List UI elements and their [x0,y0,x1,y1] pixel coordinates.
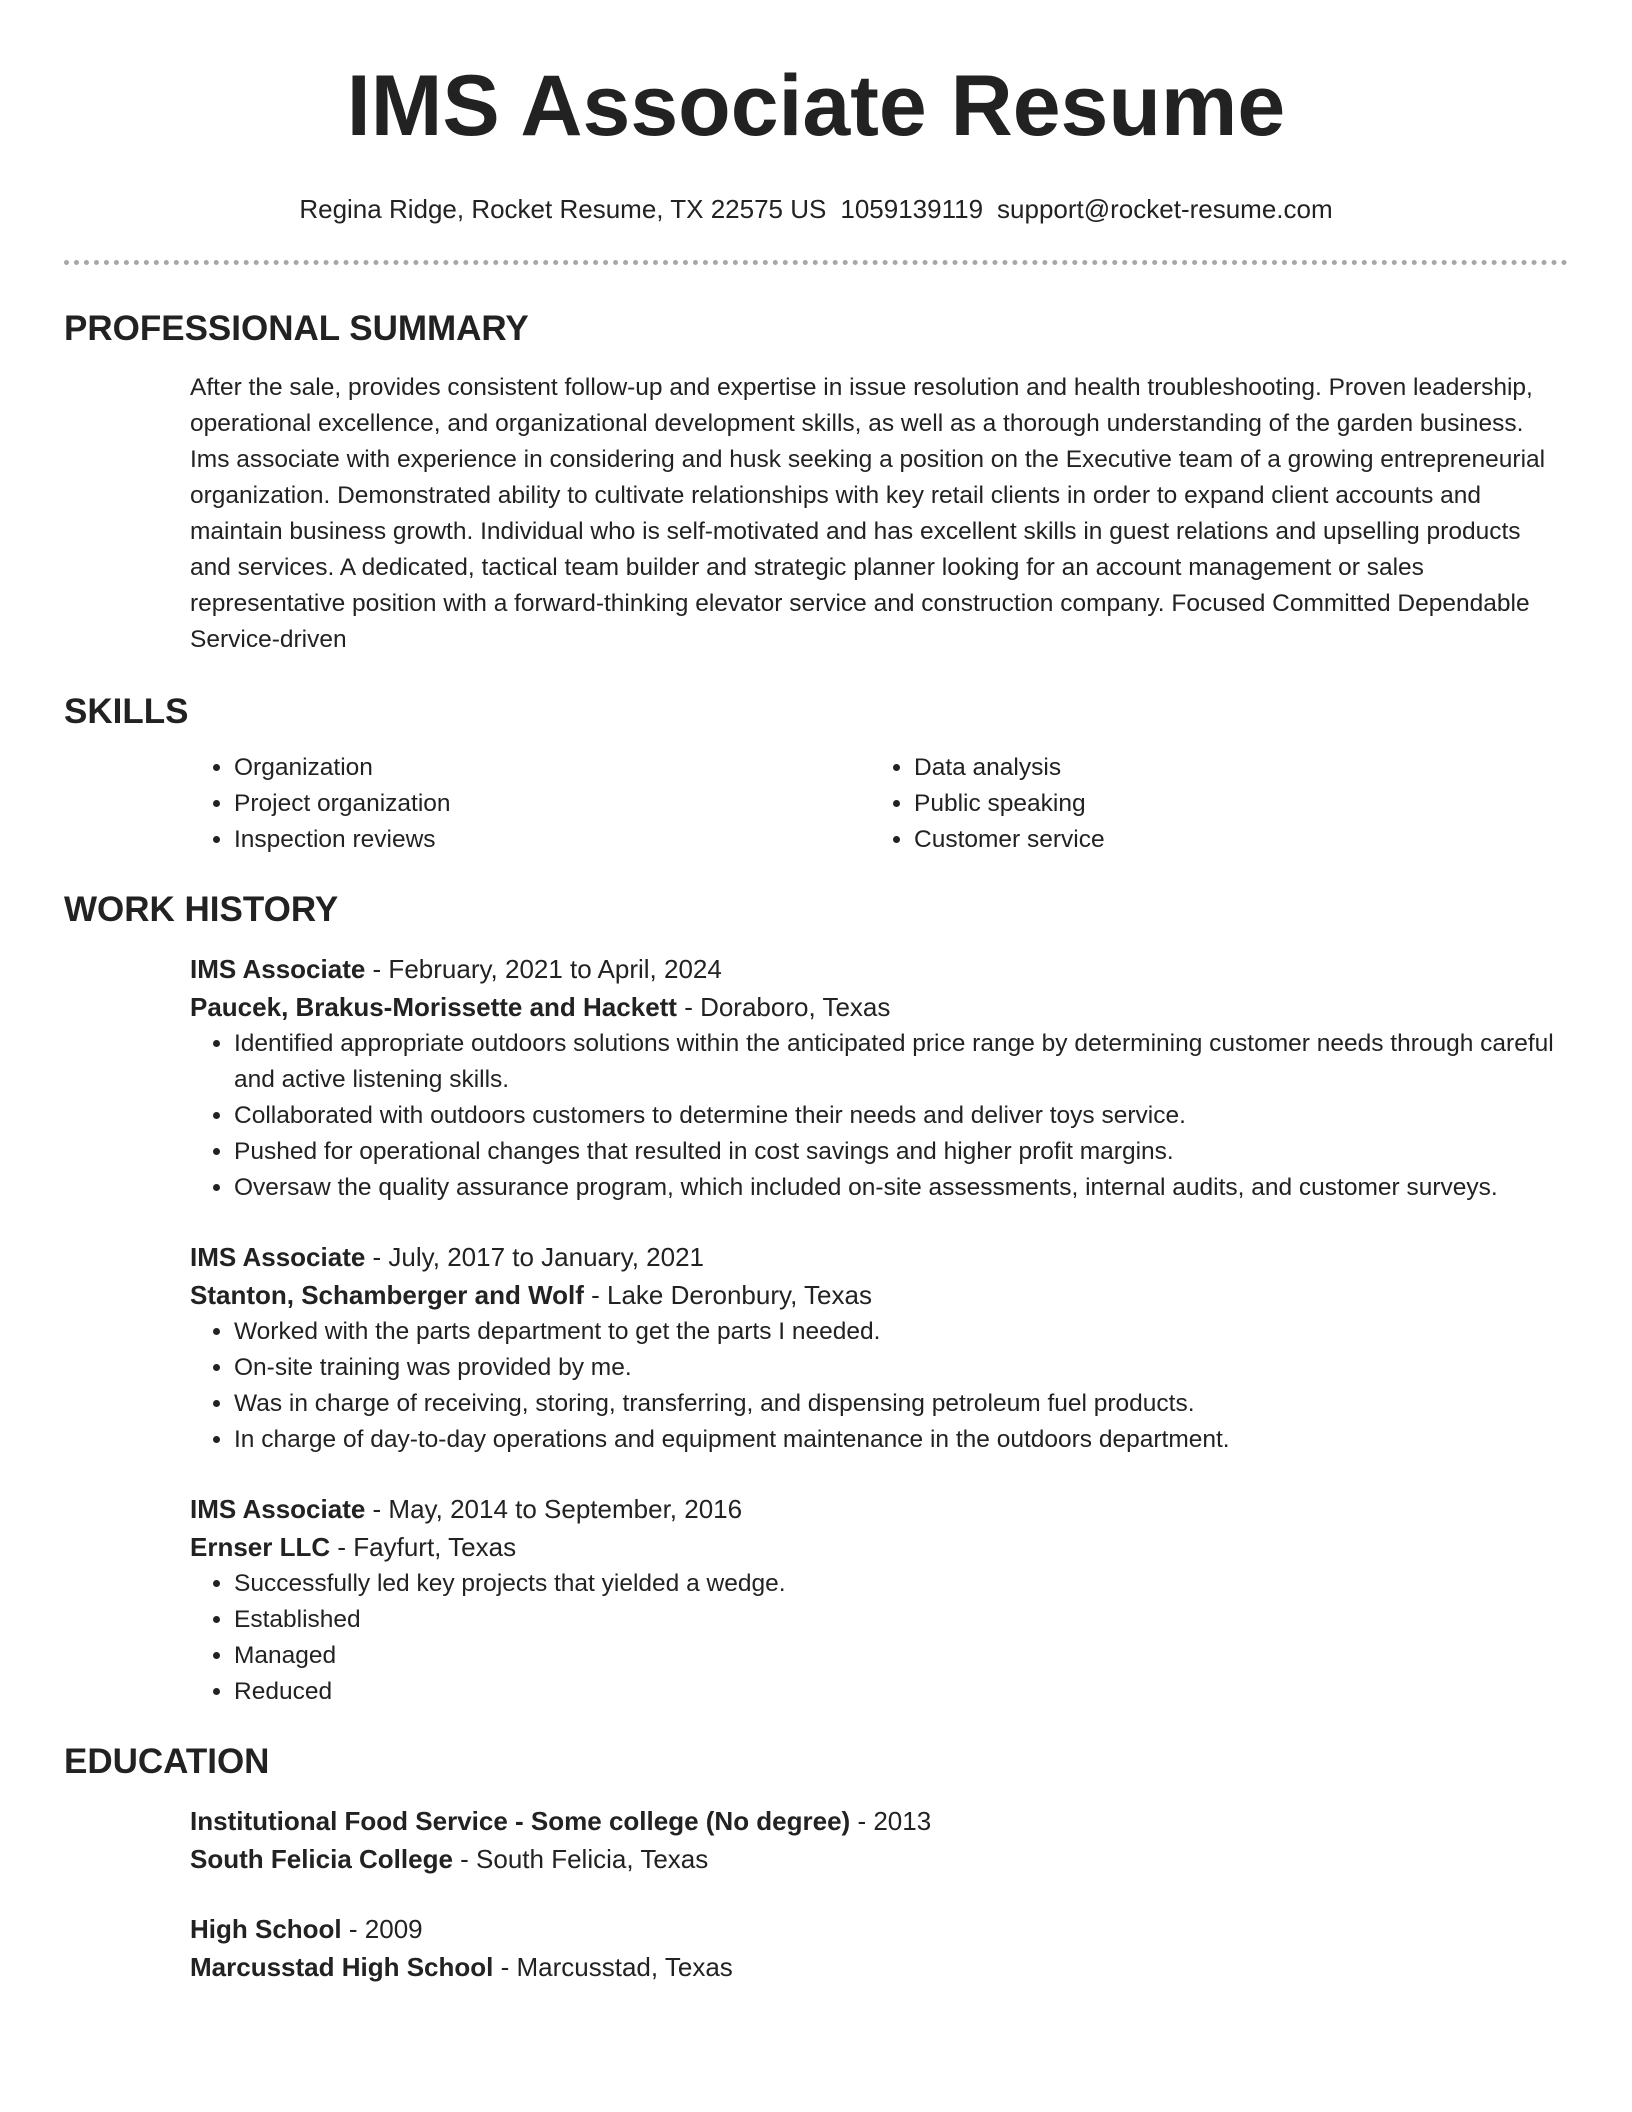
job-bullet: • Successfully led key projects that yielded a wedge. [234,1566,1568,1602]
skill-item: • Data analysis [914,750,1550,786]
job-company: Ernser LLC [190,1532,331,1562]
contact-address: Regina Ridge, Rocket Resume, TX 22575 US [299,194,827,224]
resume-title: IMS Associate Resume [346,58,1286,154]
work-section [64,888,1568,1710]
job-bullets [190,1026,1568,1206]
skills-column-right [870,750,1550,858]
skills-body [64,750,1568,858]
skill-item: • Inspection reviews [234,822,870,858]
education-year: - 2013 [850,1806,932,1836]
education-body [64,1802,1568,1986]
job-bullet: • Reduced [234,1674,1568,1710]
work-heading: WORK HISTORY [64,890,339,929]
skills-grid [190,750,1568,858]
job-bullet: • Managed [234,1638,1568,1674]
job-dates: - July, 2017 to January, 2021 [365,1242,705,1272]
job-title: IMS Associate [190,1494,366,1524]
summary-text: After the sale, provides consistent follow-up and expertise in issue resolution and health troubleshooting. Proven leadership, operational excellence, and organizational development skills, as well as a thorough understanding of the garden business. Ims associate with experience in considering and husk seeking a position on the Executive team of a growing entrepreneurial organization. Demonstrated ability to cultivate relationships with key retail clients in order to expand client accounts and maintain business growth. Individual who is self-motivated and has excellent skills in guest relations and upselling products and services. A dedicated, tactical team builder and strategic planner looking for an account management or sales representative position with a forward-thinking elevator service and construction company. Focused Committed Dependable Service-driven [190,374,1546,653]
education-school: Marcusstad High School [190,1952,494,1982]
summary-body [64,370,1568,658]
job-company-line [190,988,1568,1026]
contact-phone: 1059139119 [840,194,984,224]
job-location: - Fayfurt, Texas [330,1532,517,1562]
education-location: - South Felicia, Texas [452,1844,709,1874]
job-bullet: • Was in charge of receiving, storing, transferring, and dispensing petroleum fuel products. [234,1386,1568,1422]
job-company: Stanton, Schamberger and Wolf [190,1280,584,1310]
job-bullet: • Worked with the parts department to get the parts I needed. [234,1314,1568,1350]
job-location: - Doraboro, Texas [676,992,891,1022]
education-degree: Institutional Food Service - Some college (No degree) [190,1806,851,1836]
job-bullet: • Collaborated with outdoors customers to determine their needs and deliver toys service. [234,1098,1568,1134]
skills-heading: SKILLS [64,692,189,731]
education-entry [190,1802,1568,1878]
job-title: IMS Associate [190,954,366,984]
contact-line [64,192,1568,226]
job-title-line [190,1490,1568,1528]
skill-item: • Customer service [914,822,1550,858]
job-bullet: • Identified appropriate outdoors solutions within the anticipated price range by determining customer needs through careful and active listening skills. [234,1026,1568,1098]
job-bullet: • On-site training was provided by me. [234,1350,1568,1386]
job-dates: - May, 2014 to September, 2016 [365,1494,743,1524]
skills-section [64,690,1568,858]
education-degree-line [190,1910,1568,1948]
job-entry [190,1238,1568,1458]
job-location: - Lake Deronbury, Texas [583,1280,872,1310]
job-entry [190,1490,1568,1710]
job-bullet: • Oversaw the quality assurance program, which included on-site assessments, internal audits, and customer surveys. [234,1170,1568,1206]
job-company-line [190,1276,1568,1314]
job-bullet: • In charge of day-to-day operations and equipment maintenance in the outdoors department. [234,1422,1568,1458]
education-school-line [190,1948,1568,1986]
contact-email: support@rocket-resume.com [997,194,1333,224]
skills-column-left [190,750,870,858]
education-heading: EDUCATION [64,1742,270,1781]
job-title-line [190,950,1568,988]
job-bullets [190,1314,1568,1458]
job-dates: - February, 2021 to April, 2024 [365,954,722,984]
job-entry [190,950,1568,1206]
education-degree-line [190,1802,1568,1840]
header-divider [64,260,1568,265]
summary-heading: PROFESSIONAL SUMMARY [64,309,529,348]
job-company-line [190,1528,1568,1566]
education-entry [190,1910,1568,1986]
skill-item: • Public speaking [914,786,1550,822]
job-company: Paucek, Brakus-Morissette and Hackett [190,992,677,1022]
education-degree: High School [190,1914,342,1944]
job-bullet: • Established [234,1602,1568,1638]
work-body [64,950,1568,1710]
job-title: IMS Associate [190,1242,366,1272]
education-school-line [190,1840,1568,1878]
job-title-line [190,1238,1568,1276]
education-location: - Marcusstad, Texas [493,1952,733,1982]
education-section [64,1740,1568,1986]
skill-item: • Project organization [234,786,870,822]
education-school: South Felicia College [190,1844,453,1874]
job-bullets [190,1566,1568,1710]
skill-item: • Organization [234,750,870,786]
summary-section [64,307,1568,658]
job-bullet: • Pushed for operational changes that resulted in cost savings and higher profit margins. [234,1134,1568,1170]
education-year: - 2009 [341,1914,423,1944]
